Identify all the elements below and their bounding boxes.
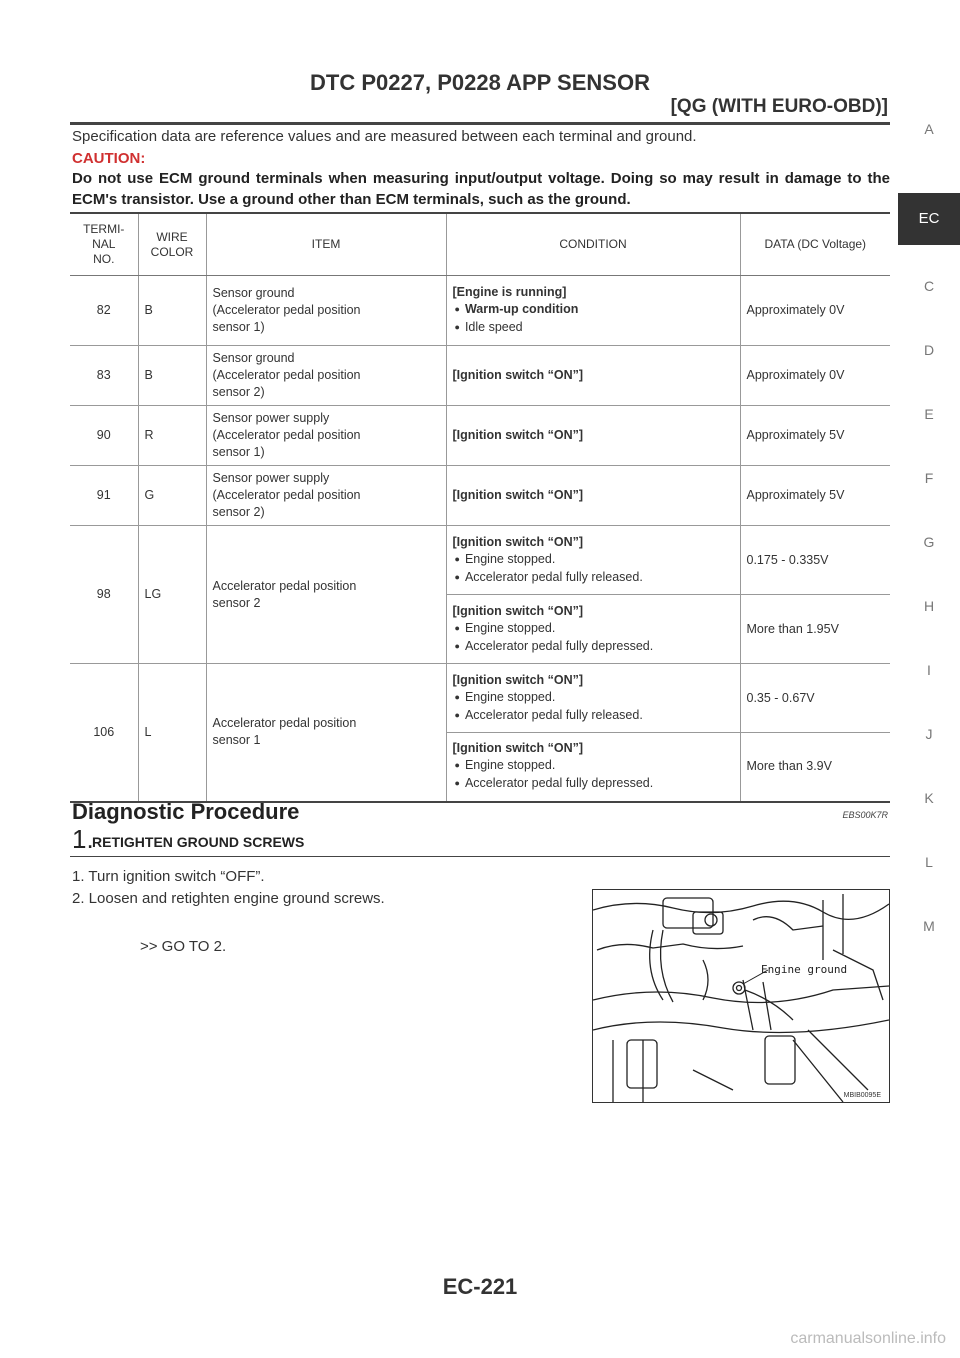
item-cell: Sensor ground (Accelerator pedal position sensor 1) (206, 276, 446, 346)
watermark: carmanualsonline.info (790, 1330, 946, 1347)
table-row (70, 466, 890, 526)
section-index (898, 0, 960, 1358)
item-cell: Accelerator pedal position sensor 2 (206, 526, 446, 664)
page-title: DTC P0227, P0228 APP SENSOR (310, 70, 650, 95)
index-tab-f[interactable]: F (924, 470, 934, 486)
header-rule (70, 122, 890, 125)
item-cell: Sensor power supply (Accelerator pedal position sensor 2) (206, 466, 446, 526)
condition-bullet: ● Engine stopped. (453, 757, 734, 775)
step-rule (70, 856, 890, 857)
wire-cell: LG (138, 526, 206, 664)
condition-head: [Ignition switch “ON”] (452, 534, 584, 549)
col-header-wire-color: WIRE COLOR (138, 213, 206, 276)
data-cell: 0.175 - 0.335V (740, 526, 890, 595)
condition-bullet: ● Accelerator pedal fully depressed. (453, 775, 734, 793)
item-cell: Sensor power supply (Accelerator pedal position sensor 1) (206, 406, 446, 466)
intro-text: Specification data are reference values and are measured between each terminal and ground. (72, 128, 697, 145)
figure-code: MBIB0095E (843, 1092, 881, 1099)
condition-bullet: ● Engine stopped. (453, 689, 734, 707)
terminal-cell: 82 (70, 276, 138, 346)
instruction-2: 2. Loosen and retighten engine ground screws. (72, 890, 385, 907)
data-cell: Approximately 0V (740, 276, 890, 346)
table-row (70, 276, 890, 346)
index-tab-e[interactable]: E (924, 406, 934, 422)
data-cell: More than 3.9V (740, 733, 890, 802)
wire-cell: R (138, 406, 206, 466)
col-header-data: DATA (DC Voltage) (740, 213, 890, 276)
index-tab-c[interactable]: C (923, 278, 935, 294)
condition-cell (446, 595, 740, 664)
index-tab-h[interactable]: H (923, 598, 935, 614)
engine-ground-label: Engine ground (761, 963, 848, 976)
condition-cell (446, 733, 740, 802)
caution-label: CAUTION: (72, 150, 146, 167)
engine-ground-figure (592, 889, 890, 1103)
item-cell: Accelerator pedal position sensor 1 (206, 664, 446, 802)
index-tab-k[interactable]: K (924, 790, 934, 806)
condition-bullet: ● Engine stopped. (453, 551, 734, 569)
step-number: 1. (72, 824, 94, 854)
wire-cell: B (138, 276, 206, 346)
condition-bullet: ● Accelerator pedal fully released. (453, 569, 734, 587)
condition-bullet: ● Warm-up condition (453, 301, 734, 319)
goto-link[interactable]: >> GO TO 2. (140, 938, 227, 955)
data-cell: More than 1.95V (740, 595, 890, 664)
table-row (70, 346, 890, 406)
instruction-1: 1. Turn ignition switch “OFF”. (72, 868, 265, 885)
condition-bullet: ● Accelerator pedal fully depressed. (453, 638, 734, 656)
item-cell: Sensor ground (Accelerator pedal position sensor 2) (206, 346, 446, 406)
col-header-condition: CONDITION (446, 213, 740, 276)
col-header-item: ITEM (206, 213, 446, 276)
condition-bullet: ● Engine stopped. (453, 620, 734, 638)
section-code: EBS00K7R (842, 810, 888, 820)
data-cell: Approximately 5V (740, 406, 890, 466)
index-tab-g[interactable]: G (923, 534, 935, 550)
step-title: RETIGHTEN GROUND SCREWS (92, 834, 305, 850)
index-tab-j[interactable]: J (925, 726, 933, 742)
data-cell: 0.35 - 0.67V (740, 664, 890, 733)
condition-head: [Ignition switch “ON”] (452, 672, 584, 687)
engine-illustration (593, 890, 889, 1102)
wire-cell: G (138, 466, 206, 526)
condition-bullet: ● Idle speed (453, 319, 734, 337)
index-tab-l[interactable]: L (925, 854, 933, 870)
col-header-terminal: TERMI- NAL NO. (70, 213, 138, 276)
terminal-spec-table (70, 212, 890, 803)
terminal-cell: 90 (70, 406, 138, 466)
page-subtitle: [QG (WITH EURO-OBD)] (670, 96, 888, 117)
terminal-cell: 83 (70, 346, 138, 406)
terminal-cell: 98 (70, 526, 138, 664)
wire-cell: B (138, 346, 206, 406)
condition-head: [Ignition switch “ON”] (452, 741, 584, 756)
index-tab-a[interactable]: A (924, 121, 934, 137)
index-tab-m[interactable]: M (923, 918, 935, 934)
index-tab-d[interactable]: D (923, 342, 935, 358)
section-heading: Diagnostic Procedure (72, 799, 300, 824)
index-tab-ec-active[interactable]: EC (898, 193, 960, 245)
index-tab-i[interactable]: I (927, 662, 931, 678)
condition-cell (446, 664, 740, 733)
condition-cell: [Ignition switch “ON”] (446, 406, 740, 466)
terminal-cell: 91 (70, 466, 138, 526)
table-row (70, 526, 890, 595)
wire-cell: L (138, 664, 206, 802)
condition-cell: [Ignition switch “ON”] (446, 466, 740, 526)
condition-cell: [Ignition switch “ON”] (446, 346, 740, 406)
table-row (70, 406, 890, 466)
condition-cell (446, 276, 740, 346)
caution-text: Do not use ECM ground terminals when measuring input/output voltage. Doing so may result in damage to the ECM's transistor. Use a ground other than ECM terminals, such as the ground. (72, 170, 890, 208)
condition-head: [Engine is running] (452, 285, 567, 299)
data-cell: Approximately 0V (740, 346, 890, 406)
condition-cell (446, 526, 740, 595)
condition-bullet: ● Accelerator pedal fully released. (453, 707, 734, 725)
data-cell: Approximately 5V (740, 466, 890, 526)
terminal-cell: 106 (70, 664, 138, 802)
table-row (70, 664, 890, 733)
condition-head: [Ignition switch “ON”] (452, 603, 584, 618)
page-number: EC-221 (442, 1274, 518, 1299)
